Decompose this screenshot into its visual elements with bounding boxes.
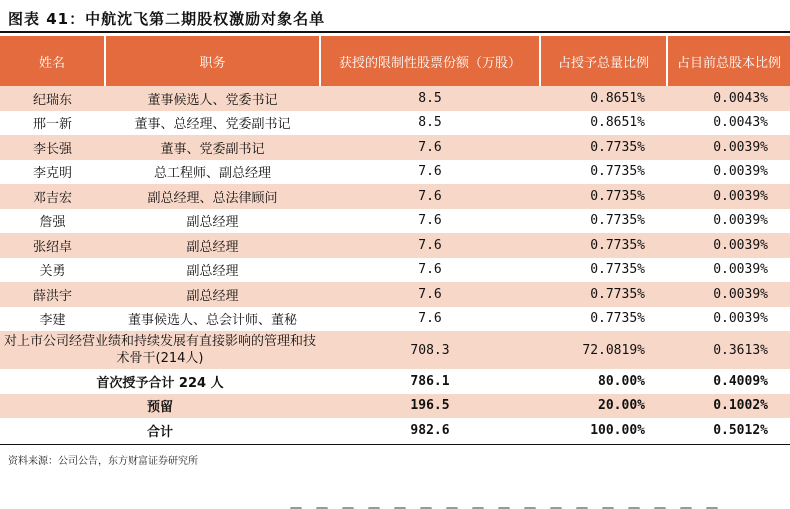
cell-name: 薛洪宇 [0,282,105,307]
cell-shares: 7.6 [320,258,540,283]
cell-pct-total: 0.5012% [667,418,790,443]
cell-role: 董事候选人、总会计师、董秘 [105,307,320,332]
reserved-label: 预留 [0,394,320,419]
cell-role: 副总经理 [105,282,320,307]
cell-name: 李克明 [0,160,105,185]
cell-pct-grant: 0.7735% [540,233,667,258]
cell-pct-total: 0.0039% [667,233,790,258]
cell-name: 邢一新 [0,111,105,136]
cell-pct-grant: 0.7735% [540,282,667,307]
cell-shares: 7.6 [320,184,540,209]
cell-name: 詹强 [0,209,105,234]
cell-role: 副总经理 [105,233,320,258]
cell-pct-grant: 0.7735% [540,135,667,160]
cell-shares: 8.5 [320,86,540,111]
cell-pct-total: 0.0039% [667,135,790,160]
table-row [0,111,790,136]
table-row [0,209,790,234]
table-row [0,86,790,111]
cell-pct-total: 0.0043% [667,86,790,111]
cell-pct-total: 0.0043% [667,111,790,136]
col-header-pct-grant: 占授予总量比例 [540,36,667,86]
cell-role: 董事候选人、党委书记 [105,86,320,111]
cell-shares: 8.5 [320,111,540,136]
cell-pct-total: 0.3613% [667,331,790,369]
total-row [0,418,790,443]
cell-pct-grant: 0.7735% [540,160,667,185]
cell-role: 董事、总经理、党委副书记 [105,111,320,136]
cell-pct-grant: 100.00% [540,418,667,443]
total-label: 合计 [0,418,320,443]
table-row [0,307,790,332]
cell-role: 副总经理 [105,209,320,234]
cell-pct-total: 0.0039% [667,282,790,307]
source-note: 资料来源：公司公告，东方财富证券研究所 [8,456,198,467]
cell-name: 李建 [0,307,105,332]
cell-pct-total: 0.0039% [667,209,790,234]
table-row [0,282,790,307]
cell-pct-total: 0.0039% [667,184,790,209]
cell-pct-grant: 0.7735% [540,184,667,209]
cell-pct-grant: 20.00% [540,394,667,419]
table-row [0,135,790,160]
cell-pct-total: 0.0039% [667,307,790,332]
col-header-pct-total: 占目前总股本比例 [667,36,790,86]
cell-shares: 708.3 [320,331,540,369]
cell-shares: 982.6 [320,418,540,443]
col-header-role: 职务 [105,36,320,86]
core-staff-row [0,331,790,369]
table-row [0,160,790,185]
cropped-text-fragment [290,497,760,509]
cell-name: 关勇 [0,258,105,283]
cell-pct-grant: 0.7735% [540,307,667,332]
cell-pct-grant: 72.0819% [540,331,667,369]
cell-pct-total: 0.1002% [667,394,790,419]
cell-pct-grant: 0.8651% [540,111,667,136]
cell-pct-grant: 0.7735% [540,209,667,234]
core-staff-label: 对上市公司经营业绩和持续发展有直接影响的管理和技术骨干(214人) [0,331,320,369]
cell-shares: 196.5 [320,394,540,419]
cell-pct-total: 0.4009% [667,369,790,394]
reserved-row [0,394,790,419]
table-bottom-rule [0,444,790,445]
cell-shares: 7.6 [320,135,540,160]
incentive-table [0,36,790,443]
cell-shares: 7.6 [320,233,540,258]
cell-pct-grant: 0.7735% [540,258,667,283]
table-row [0,258,790,283]
cell-shares: 7.6 [320,282,540,307]
cell-name: 邓吉宏 [0,184,105,209]
col-header-shares: 获授的限制性股票份额（万股） [320,36,540,86]
cell-pct-grant: 0.8651% [540,86,667,111]
cell-shares: 7.6 [320,160,540,185]
cell-role: 董事、党委副书记 [105,135,320,160]
cell-shares: 7.6 [320,307,540,332]
cell-name: 张绍卓 [0,233,105,258]
table-row [0,184,790,209]
col-header-name: 姓名 [0,36,105,86]
cell-name: 李长强 [0,135,105,160]
header-row [0,36,790,86]
cell-name: 纪瑞东 [0,86,105,111]
cell-role: 副总经理、总法律顾问 [105,184,320,209]
cell-shares: 786.1 [320,369,540,394]
cell-pct-grant: 80.00% [540,369,667,394]
cell-shares: 7.6 [320,209,540,234]
cell-pct-total: 0.0039% [667,258,790,283]
first-grant-row [0,369,790,394]
title-rule [0,31,790,33]
first-grant-label: 首次授予合计 224 人 [0,369,320,394]
cell-pct-total: 0.0039% [667,160,790,185]
cell-role: 副总经理 [105,258,320,283]
figure-title: 图表 41：中航沈飞第二期股权激励对象名单 [8,10,326,28]
table-row [0,233,790,258]
cell-role: 总工程师、副总经理 [105,160,320,185]
